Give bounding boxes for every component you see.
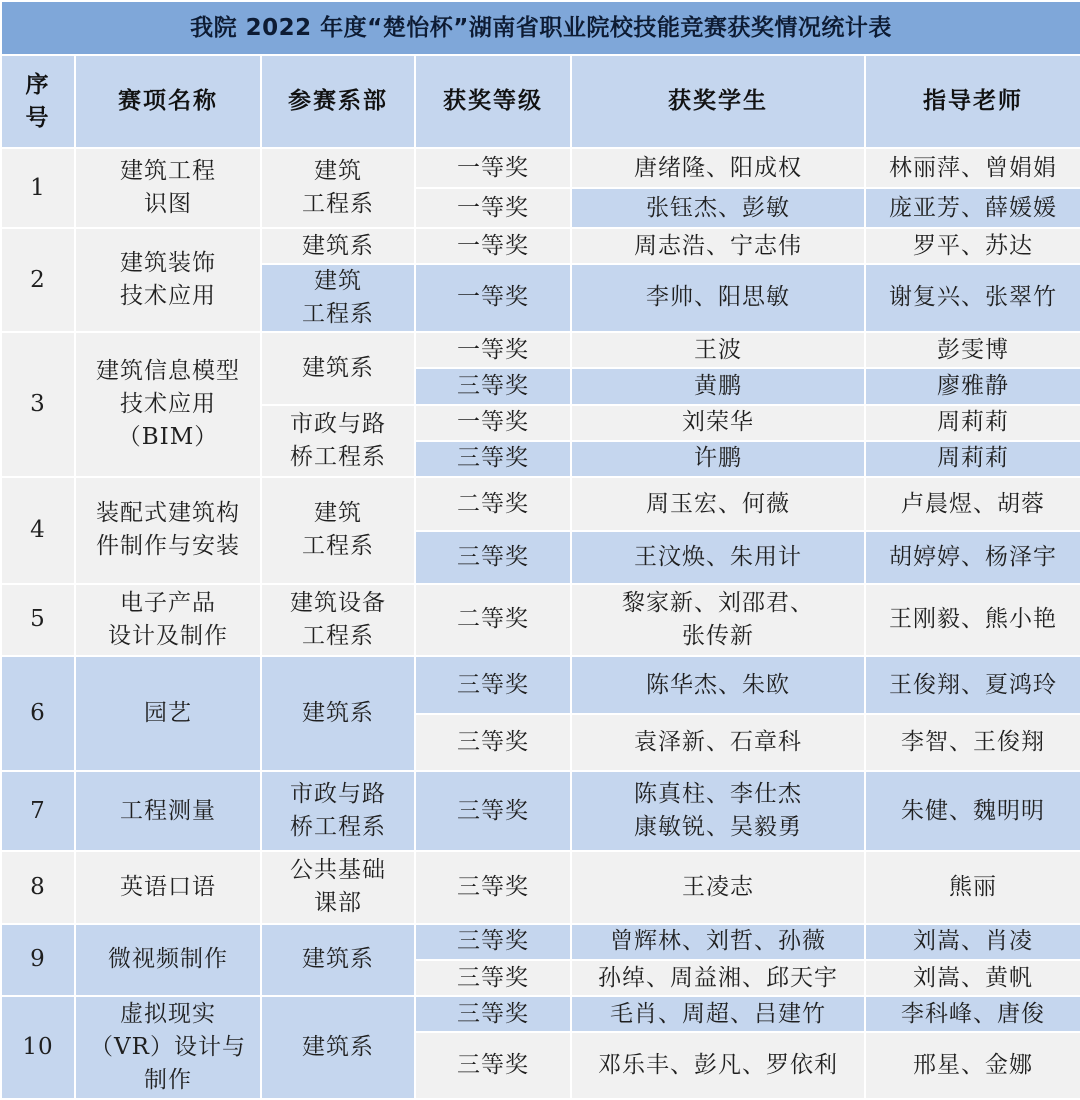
- header-dept: 参赛系部: [261, 55, 415, 148]
- event-number: 4: [1, 477, 75, 584]
- award-students: 邓乐丰、彭凡、罗依利: [571, 1032, 865, 1099]
- table-row: [1, 996, 1080, 1032]
- department: 建筑 工程系: [261, 477, 415, 584]
- award-students: 周志浩、宁志伟: [571, 228, 865, 263]
- department: 建筑 工程系: [261, 264, 415, 332]
- event-name: 园艺: [75, 656, 261, 771]
- award-teachers: 邢星、金娜: [865, 1032, 1080, 1099]
- event-name: 建筑信息模型 技术应用 （BIM）: [75, 332, 261, 477]
- department: 市政与路 桥工程系: [261, 405, 415, 477]
- event-number: 2: [1, 228, 75, 332]
- award-level: 三等奖: [415, 924, 571, 960]
- award-students: 黎家新、刘邵君、 张传新: [571, 584, 865, 656]
- table-body: [1, 1, 1080, 1099]
- award-level: 三等奖: [415, 531, 571, 583]
- award-level: 三等奖: [415, 1032, 571, 1099]
- header-teachers: 指导老师: [865, 55, 1080, 148]
- award-students: 王汶焕、朱用计: [571, 531, 865, 583]
- award-level: 三等奖: [415, 656, 571, 714]
- header-row: [1, 55, 1080, 148]
- award-teachers: 刘嵩、肖凌: [865, 924, 1080, 960]
- award-teachers: 李科峰、唐俊: [865, 996, 1080, 1032]
- award-level: 二等奖: [415, 477, 571, 531]
- award-students: 王波: [571, 332, 865, 368]
- award-students: 陈真柱、李仕杰 康敏锐、吴毅勇: [571, 771, 865, 852]
- award-students: 刘荣华: [571, 405, 865, 441]
- award-students: 孙绰、周益湘、邱天宇: [571, 960, 865, 996]
- award-teachers: 王俊翔、夏鸿玲: [865, 656, 1080, 714]
- event-name: 装配式建筑构 件制作与安装: [75, 477, 261, 584]
- award-teachers: 朱健、魏明明: [865, 771, 1080, 852]
- department: 建筑系: [261, 924, 415, 996]
- event-number: 7: [1, 771, 75, 852]
- award-students: 许鹏: [571, 441, 865, 477]
- award-level: 三等奖: [415, 368, 571, 404]
- award-teachers: 彭雯博: [865, 332, 1080, 368]
- award-level: 三等奖: [415, 714, 571, 770]
- award-teachers: 庞亚芳、薛媛媛: [865, 188, 1080, 228]
- event-name: 建筑装饰 技术应用: [75, 228, 261, 332]
- table-row: [1, 656, 1080, 714]
- award-level: 三等奖: [415, 851, 571, 923]
- table-row: [1, 477, 1080, 531]
- department: 市政与路 桥工程系: [261, 771, 415, 852]
- table-row: [1, 332, 1080, 368]
- department: 建筑系: [261, 656, 415, 771]
- event-name: 工程测量: [75, 771, 261, 852]
- event-name: 建筑工程 识图: [75, 148, 261, 229]
- department: 建筑 工程系: [261, 148, 415, 229]
- award-level: 一等奖: [415, 148, 571, 188]
- award-level: 三等奖: [415, 996, 571, 1032]
- award-teachers: 廖雅静: [865, 368, 1080, 404]
- event-number: 8: [1, 851, 75, 923]
- award-students: 周玉宏、何薇: [571, 477, 865, 531]
- table-row: [1, 924, 1080, 960]
- event-name: 电子产品 设计及制作: [75, 584, 261, 656]
- award-students: 王凌志: [571, 851, 865, 923]
- header-event: 赛项名称: [75, 55, 261, 148]
- award-students: 曾辉林、刘哲、孙薇: [571, 924, 865, 960]
- event-name: 英语口语: [75, 851, 261, 923]
- table-row: [1, 148, 1080, 188]
- award-teachers: 李智、王俊翔: [865, 714, 1080, 770]
- department: 建筑系: [261, 996, 415, 1099]
- award-level: 一等奖: [415, 332, 571, 368]
- award-teachers: 熊丽: [865, 851, 1080, 923]
- table-row: [1, 228, 1080, 263]
- award-teachers: 罗平、苏达: [865, 228, 1080, 263]
- award-teachers: 周莉莉: [865, 441, 1080, 477]
- award-teachers: 王刚毅、熊小艳: [865, 584, 1080, 656]
- award-teachers: 谢复兴、张翠竹: [865, 264, 1080, 332]
- department: 公共基础 课部: [261, 851, 415, 923]
- table-title: 我院 2022 年度“楚怡杯”湖南省职业院校技能竞赛获奖情况统计表: [1, 1, 1080, 55]
- award-level: 一等奖: [415, 228, 571, 263]
- award-level: 三等奖: [415, 441, 571, 477]
- award-students: 张钰杰、彭敏: [571, 188, 865, 228]
- header-no: 序 号: [1, 55, 75, 148]
- table-row: [1, 851, 1080, 923]
- award-level: 三等奖: [415, 960, 571, 996]
- table-row: [1, 584, 1080, 656]
- event-number: 5: [1, 584, 75, 656]
- event-name: 微视频制作: [75, 924, 261, 996]
- award-teachers: 林丽萍、曾娟娟: [865, 148, 1080, 188]
- award-teachers: 胡婷婷、杨泽宇: [865, 531, 1080, 583]
- award-level: 一等奖: [415, 264, 571, 332]
- event-number: 10: [1, 996, 75, 1099]
- department: 建筑设备 工程系: [261, 584, 415, 656]
- event-name: 虚拟现实 （VR）设计与 制作: [75, 996, 261, 1099]
- header-students: 获奖学生: [571, 55, 865, 148]
- department: 建筑系: [261, 332, 415, 404]
- event-number: 9: [1, 924, 75, 996]
- header-level: 获奖等级: [415, 55, 571, 148]
- award-teachers: 周莉莉: [865, 405, 1080, 441]
- event-number: 6: [1, 656, 75, 771]
- table-row: [1, 771, 1080, 852]
- department: 建筑系: [261, 228, 415, 263]
- award-level: 二等奖: [415, 584, 571, 656]
- award-students: 李帅、阳思敏: [571, 264, 865, 332]
- award-level: 一等奖: [415, 405, 571, 441]
- award-level: 三等奖: [415, 771, 571, 852]
- award-level: 一等奖: [415, 188, 571, 228]
- award-students: 毛肖、周超、吕建竹: [571, 996, 865, 1032]
- award-students: 黄鹏: [571, 368, 865, 404]
- event-number: 1: [1, 148, 75, 229]
- award-teachers: 卢晨煜、胡蓉: [865, 477, 1080, 531]
- award-students: 陈华杰、朱欧: [571, 656, 865, 714]
- award-students: 唐绪隆、阳成权: [571, 148, 865, 188]
- award-students: 袁泽新、石章科: [571, 714, 865, 770]
- title-row: [1, 1, 1080, 55]
- event-number: 3: [1, 332, 75, 477]
- award-teachers: 刘嵩、黄帆: [865, 960, 1080, 996]
